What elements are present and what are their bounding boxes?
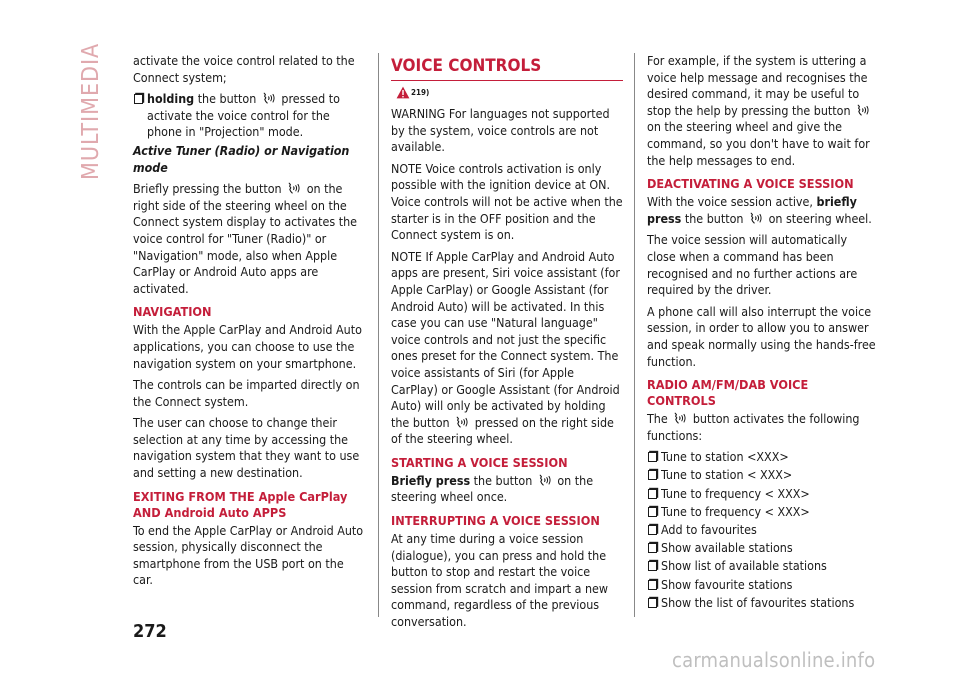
paragraph [391, 473, 623, 506]
paragraph [133, 181, 365, 297]
voice-control-icon [673, 412, 687, 424]
text: the button [473, 472, 533, 488]
warning-reference [391, 85, 623, 106]
text: on the right side of the steering wheel on the Connect system display to activates the voice control for "Tuner (Radio)" or "Navigation" mode, also when Apple CarPlay or Android Auto apps are activated. [133, 181, 358, 296]
list-item-text: Tune to station <XXX> [661, 449, 789, 465]
column-divider [378, 53, 379, 617]
list-item [647, 558, 879, 575]
text: NOTE If Apple CarPlay and Android Auto apps are present, Siri voice assistant (for Apple CarPlay) or Google Assistant (for Android Auto) will be activated. In this case you can use "Natural language" voice controls and not just the specific ones preset for the Connect system. The voice assistants of Siri (for Apple CarPlay) or Google Assistant (for Android Auto) will only be activated by [391, 248, 620, 414]
square-bullet-icon [648, 598, 657, 608]
section-heading: RADIO AM/FM/DAB VOICE CONTROLS [647, 377, 809, 409]
bold-term: holding [147, 91, 195, 107]
section-heading: STARTING A VOICE SESSION [391, 454, 568, 470]
bold-term: briefly press [647, 194, 857, 226]
paragraph: With the Apple CarPlay and Android Auto applications, you can choose to use the navigation system on your smartphone. [133, 322, 362, 371]
square-bullet-icon [648, 452, 657, 462]
square-bullet-icon [648, 525, 657, 535]
bold-term: Briefly press [391, 472, 471, 488]
section-heading: DEACTIVATING A VOICE SESSION [647, 176, 854, 192]
list-item-text: Tune to station < XXX> [661, 467, 793, 483]
list-item-text: Tune to frequency < XXX> [661, 485, 810, 501]
section-heading: EXITING FROM THE Apple CarPlay AND Android Auto APPS [133, 488, 348, 520]
list-item [647, 467, 879, 484]
section-heading: INTERRUPTING A VOICE SESSION [391, 513, 600, 529]
list-item [647, 540, 879, 557]
text: Briefly pressing the button [133, 181, 282, 197]
side-tab-label: MULTIMEDIA [78, 42, 104, 180]
list-item [647, 449, 879, 466]
watermark: carmanualsonline.info [672, 648, 876, 672]
list-item [647, 577, 879, 594]
column-1 [133, 53, 365, 594]
list-item-text: Show favourite stations [661, 576, 793, 592]
list-item-text: Show list of available stations [661, 558, 827, 574]
square-bullet-icon [648, 489, 657, 499]
square-bullet-icon [648, 580, 657, 590]
warning-ref-number: 219) [411, 88, 430, 97]
paragraph: At any time during a voice session (dialogue), you can press and hold the button to stop and restart the voice session from scratch and impart a new command, regardless of the previous conversation. [391, 531, 608, 630]
square-bullet-icon [648, 507, 657, 517]
voice-control-icon [455, 416, 469, 428]
list-item [647, 522, 879, 539]
section-side-tab [78, 42, 112, 192]
text: on the steering wheel once. [391, 472, 594, 505]
subsection-title: Active Tuner (Radio) or Navigation mode [133, 142, 350, 175]
section-heading: NAVIGATION [133, 304, 212, 320]
text: pressed on the right side of the steering wheel. [391, 414, 614, 447]
paragraph: The controls can be imparted directly on the Connect system. [133, 377, 360, 409]
paragraph: The voice session will automatically close when a command has been recognised and no further actions are required by the driver. [647, 232, 858, 298]
voice-control-icon [856, 104, 870, 116]
column-3 [647, 53, 879, 613]
paragraph: The user can choose to change their selection at any time by accessing the navigation system that they want to use and setting a new destination. [133, 415, 360, 481]
list-item [133, 91, 365, 141]
column-divider [634, 53, 635, 617]
paragraph [647, 411, 879, 444]
square-bullet-icon [648, 561, 657, 571]
text: the button [197, 91, 257, 107]
square-bullet-icon [648, 470, 657, 480]
voice-control-icon [287, 182, 301, 194]
text: holding the button [391, 398, 606, 430]
list-item [647, 595, 879, 612]
paragraph: NOTE Voice controls activation is only possible with the ignition device at ON. Voice controls will not be active when the starter is in the OFF position and the Connect system is on. [391, 160, 623, 243]
square-bullet-icon [134, 94, 143, 104]
square-bullet-icon [648, 543, 657, 553]
voice-control-icon [749, 212, 763, 224]
text: The [647, 411, 668, 427]
text: on the steering wheel and give the command, so you don't have to wait for the help messages to end. [647, 119, 870, 168]
paragraph [647, 53, 879, 169]
voice-control-icon [262, 92, 276, 104]
list-item-text: Add to favourites [661, 522, 757, 538]
list-item [647, 486, 879, 503]
list-item [647, 504, 879, 521]
text: on steering wheel. [768, 210, 872, 226]
main-heading: VOICE CONTROLS [391, 55, 623, 81]
paragraph: A phone call will also interrupt the voice session, in order to allow you to answer and speak normally using the hands-free function. [647, 303, 876, 369]
text: pressed to activate the voice control for the phone in "Projection" mode. [147, 91, 340, 140]
text: the button [684, 210, 744, 226]
text: For example, if the system is uttering a voice help message and recognises the desired command, it may be useful to stop the help by pressing the button [647, 53, 868, 118]
text: button activates the following functions: [647, 411, 860, 443]
list-item-text: Tune to frequency < XXX> [661, 503, 810, 519]
paragraph: WARNING For languages not supported by the system, voice controls are not available. [391, 106, 610, 155]
paragraph [647, 194, 879, 227]
list-item-text: Show the list of favourites stations [661, 594, 855, 610]
paragraph: To end the Apple CarPlay or Android Auto session, physically disconnect the smartphone from the USB port on the car. [133, 522, 364, 588]
page-number: 272 [133, 621, 167, 642]
warning-triangle-icon [396, 86, 410, 99]
paragraph: activate the voice control related to the Connect system; [133, 53, 355, 85]
text: With the voice session active, [647, 194, 813, 210]
column-2 [391, 53, 623, 636]
radio-command-list [647, 449, 879, 611]
voice-control-icon [538, 474, 552, 486]
paragraph [391, 249, 623, 448]
list-item-text: Show available stations [661, 540, 793, 556]
